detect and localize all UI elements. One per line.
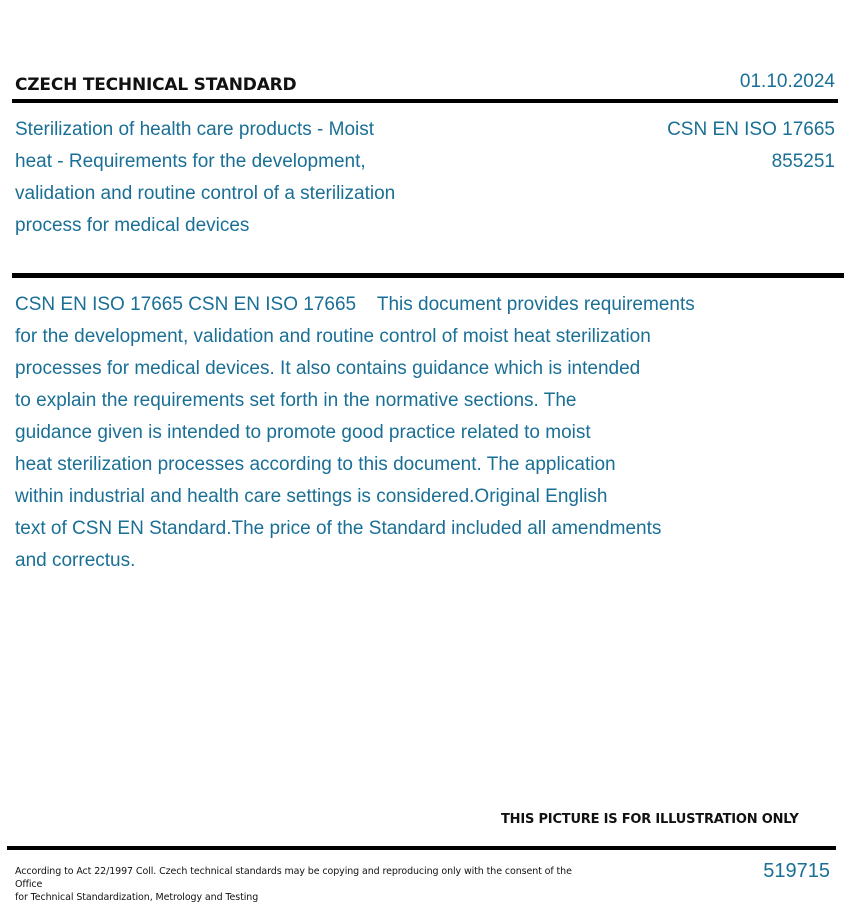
- legal-notice: [15, 865, 585, 904]
- document-category: CZECH TECHNICAL STANDARD: [15, 75, 297, 95]
- title-line: process for medical devices: [15, 215, 250, 236]
- description-line: guidance given is intended to promote good practice related to moist: [15, 422, 591, 443]
- description-line: to explain the requirements set forth in the normative sections. The: [15, 390, 577, 411]
- description-line: for the development, validation and routine control of moist heat sterilization: [15, 326, 651, 347]
- illustration-note: THIS PICTURE IS FOR ILLUSTRATION ONLY: [501, 812, 799, 827]
- title-line: validation and routine control of a sterilization: [15, 183, 396, 204]
- standard-identifiers: [667, 114, 835, 178]
- legal-line: According to Act 22/1997 Coll. Czech technical standards may be copying and reproducing only with the consent of the Office: [15, 866, 572, 890]
- product-number: 519715: [763, 860, 830, 882]
- title-line: Sterilization of health care products - Moist: [15, 119, 375, 140]
- standard-title: [15, 114, 475, 242]
- publication-date: 01.10.2024: [739, 71, 835, 92]
- standard-description: [15, 289, 795, 577]
- description-line: CSN EN ISO 17665 CSN EN ISO 17665 This document provides requirements: [15, 294, 695, 315]
- description-line: within industrial and health care settings is considered.Original English: [15, 486, 608, 507]
- title-line: heat - Requirements for the development,: [15, 151, 366, 172]
- title-divider: [12, 273, 844, 278]
- description-line: text of CSN EN Standard.The price of the Standard included all amendments: [15, 518, 662, 539]
- class-number: 855251: [771, 151, 835, 172]
- header-divider: [12, 99, 838, 103]
- description-line: heat sterilization processes according to this document. The application: [15, 454, 616, 475]
- footer-divider: [7, 846, 836, 850]
- description-line: and correctus.: [15, 550, 136, 571]
- legal-line: for Technical Standardization, Metrology and Testing: [15, 892, 259, 903]
- description-line: processes for medical devices. It also contains guidance which is intended: [15, 358, 641, 379]
- standard-code: CSN EN ISO 17665: [667, 119, 835, 140]
